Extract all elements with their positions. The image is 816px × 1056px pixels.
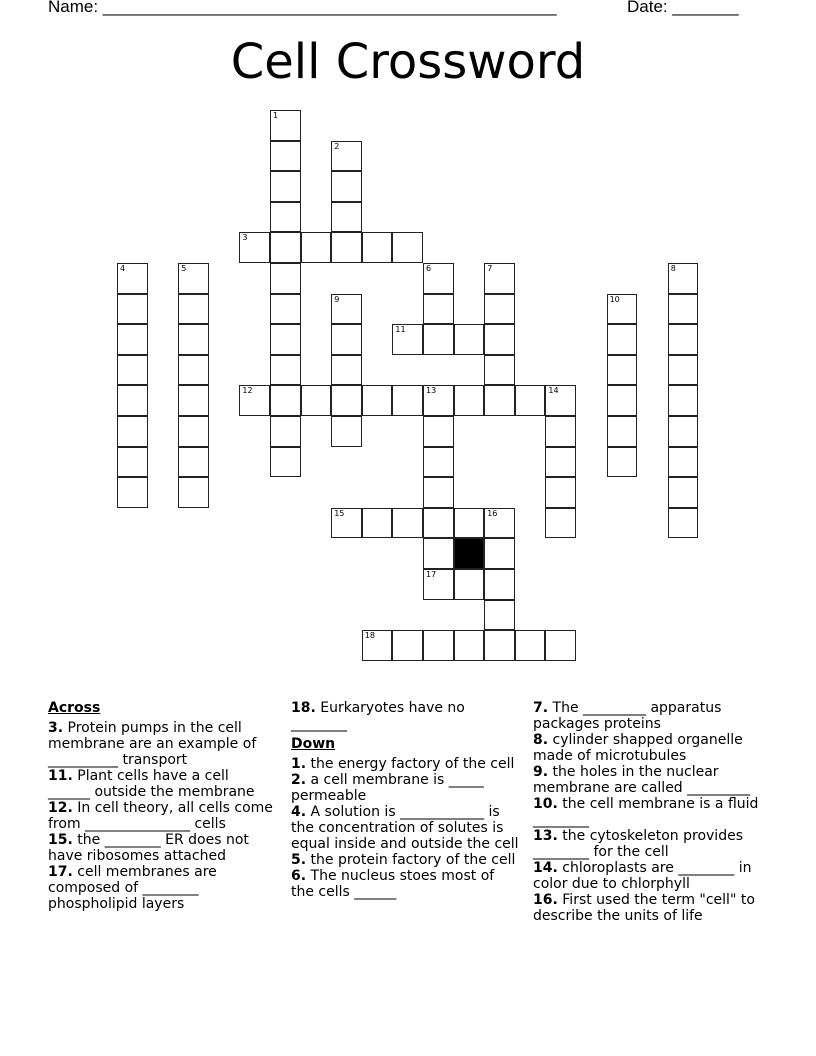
grid-cell[interactable] — [392, 385, 423, 416]
clue-number: 1 — [273, 111, 279, 120]
black-cell — [454, 538, 485, 569]
grid-cell[interactable] — [270, 141, 301, 172]
grid-cell[interactable] — [331, 416, 362, 447]
clue-down-14: 14. chloroplasts are ________ in color due to chlorphyll — [533, 860, 752, 892]
grid-cell[interactable] — [178, 416, 209, 447]
grid-cell[interactable] — [454, 385, 485, 416]
clue-across-15: 15. the ________ ER does not have ribosomes attached — [48, 832, 249, 864]
grid-cell[interactable] — [117, 477, 148, 508]
grid-cell[interactable] — [270, 171, 301, 202]
grid-cell[interactable] — [392, 232, 423, 263]
grid-cell[interactable] — [423, 324, 454, 355]
grid-cell[interactable] — [484, 600, 515, 631]
grid-cell[interactable] — [484, 294, 515, 325]
clue-across-3: 3. Protein pumps in the cell membrane are an example of __________ transport — [48, 720, 257, 768]
grid-cell[interactable] — [607, 447, 638, 478]
grid-cell[interactable] — [270, 324, 301, 355]
grid-cell[interactable] — [545, 630, 576, 661]
grid-cell[interactable] — [484, 508, 515, 539]
grid-cell[interactable] — [607, 294, 638, 325]
grid-cell[interactable] — [423, 508, 454, 539]
grid-cell[interactable] — [454, 569, 485, 600]
grid-cell[interactable] — [239, 385, 270, 416]
clue-number: 15 — [334, 508, 345, 518]
grid-cell[interactable] — [117, 447, 148, 478]
grid-cell[interactable] — [423, 263, 454, 294]
clue-number: 16 — [487, 508, 498, 518]
grid-cell[interactable] — [270, 263, 301, 294]
clue-number: 13 — [426, 386, 437, 396]
grid-cell[interactable] — [423, 477, 454, 508]
grid-cell[interactable] — [178, 355, 209, 386]
grid-cell[interactable] — [515, 630, 546, 661]
grid-cell[interactable] — [607, 416, 638, 447]
grid-cell[interactable] — [331, 508, 362, 539]
clue-number: 7 — [487, 264, 493, 273]
clue-across-17: 17. cell membranes are composed of ________ phospholipid layers — [48, 864, 217, 912]
clue-across-18: 18. Eurkaryotes have no ________ — [291, 700, 465, 732]
clue-down-13: 13. the cytoskeleton provides ________ for the cell — [533, 828, 743, 860]
grid-cell[interactable] — [362, 385, 393, 416]
clue-down-16: 16. First used the term "cell" to describe the units of life — [533, 892, 755, 924]
grid-cell[interactable] — [331, 171, 362, 202]
grid-cell[interactable] — [484, 630, 515, 661]
grid-cell[interactable] — [668, 355, 699, 386]
grid-cell[interactable] — [301, 232, 332, 263]
clue-down-5: 5. the protein factory of the cell — [291, 852, 516, 868]
grid-cell[interactable] — [178, 477, 209, 508]
grid-cell[interactable] — [545, 447, 576, 478]
clue-down-4: 4. A solution is ____________ is the concentration of solutes is equal inside and outside the cell — [291, 804, 519, 852]
grid-cell[interactable] — [484, 355, 515, 386]
grid-cell[interactable] — [545, 416, 576, 447]
grid-cell[interactable] — [545, 385, 576, 416]
grid-cell[interactable] — [545, 477, 576, 508]
grid-cell[interactable] — [117, 416, 148, 447]
grid-cell[interactable] — [331, 141, 362, 172]
grid-cell[interactable] — [392, 324, 423, 355]
grid-cell[interactable] — [270, 385, 301, 416]
grid-cell[interactable] — [423, 294, 454, 325]
clue-number: 8 — [670, 264, 676, 273]
grid-cell[interactable] — [392, 508, 423, 539]
grid-cell[interactable] — [423, 385, 454, 416]
clue-across-12: 12. In cell theory, all cells come from _______________ cells — [48, 800, 273, 832]
grid-cell[interactable] — [423, 538, 454, 569]
clue-down-9: 9. the holes in the nuclear membrane are called _________ — [533, 764, 751, 796]
grid-cell[interactable] — [270, 416, 301, 447]
grid-cell[interactable] — [423, 569, 454, 600]
grid-cell[interactable] — [668, 416, 699, 447]
grid-cell[interactable] — [270, 232, 301, 263]
clue-number: 18 — [364, 631, 375, 641]
grid-cell[interactable] — [484, 538, 515, 569]
grid-cell[interactable] — [423, 447, 454, 478]
clue-down-6: 6. The nucleus stoes most of the cells ______ — [291, 868, 495, 900]
grid-cell[interactable] — [178, 385, 209, 416]
clue-number: 17 — [426, 570, 437, 579]
clue-number: 9 — [334, 294, 340, 304]
clue-number: 10 — [609, 294, 620, 304]
grid-cell[interactable] — [117, 355, 148, 386]
grid-cell[interactable] — [270, 355, 301, 386]
page-title: Cell Crossword — [230, 34, 586, 90]
grid-cell[interactable] — [484, 385, 515, 416]
clue-number: 3 — [242, 233, 248, 243]
clue-down-1: 1. the energy factory of the cell — [291, 756, 515, 772]
grid-cell[interactable] — [331, 294, 362, 325]
clues-column-1 — [48, 700, 273, 912]
grid-cell[interactable] — [454, 508, 485, 539]
grid-cell[interactable] — [117, 324, 148, 355]
grid-cell[interactable] — [668, 385, 699, 416]
grid-cell[interactable] — [362, 232, 393, 263]
clue-number: 6 — [426, 264, 432, 273]
grid-cell[interactable] — [117, 385, 148, 416]
grid-cell[interactable] — [423, 416, 454, 447]
clue-number: 11 — [395, 325, 406, 335]
across-heading: Across — [48, 700, 101, 716]
clues-column-3 — [533, 700, 768, 924]
date-field-label[interactable]: Date: _______ — [627, 0, 739, 16]
clue-down-2: 2. a cell membrane is _____ permeable — [291, 772, 484, 804]
grid-cell[interactable] — [270, 110, 301, 141]
clue-down-10: 10. the cell membrane is a fluid ________ — [533, 796, 759, 828]
grid-cell[interactable] — [301, 385, 332, 416]
grid-cell[interactable] — [331, 385, 362, 416]
grid-cell[interactable] — [545, 508, 576, 539]
grid-cell[interactable] — [178, 263, 209, 294]
grid-cell[interactable] — [607, 385, 638, 416]
grid-cell[interactable] — [484, 324, 515, 355]
clue-down-8: 8. cylinder shapped organelle made of microtubules — [533, 732, 743, 764]
clue-number: 5 — [181, 264, 187, 273]
grid-cell[interactable] — [454, 630, 485, 661]
grid-cell[interactable] — [178, 324, 209, 355]
grid-cell[interactable] — [668, 263, 699, 294]
name-field-label[interactable]: Name: ________________________________________________ — [48, 0, 557, 16]
grid-cell[interactable] — [607, 355, 638, 386]
grid-cell[interactable] — [668, 508, 699, 539]
clue-across-11: 11. Plant cells have a cell ______ outside the membrane — [48, 768, 255, 800]
grid-cell[interactable] — [270, 294, 301, 325]
grid-cell[interactable] — [362, 630, 393, 661]
grid-cell[interactable] — [178, 447, 209, 478]
clue-number: 14 — [548, 386, 559, 396]
grid-cell[interactable] — [117, 294, 148, 325]
grid-cell[interactable] — [331, 355, 362, 386]
grid-cell[interactable] — [668, 477, 699, 508]
grid-cell[interactable] — [331, 324, 362, 355]
grid-cell[interactable] — [484, 263, 515, 294]
grid-cell[interactable] — [515, 385, 546, 416]
grid-cell[interactable] — [668, 447, 699, 478]
clue-number: 2 — [334, 141, 340, 151]
clues-column-2 — [291, 700, 519, 900]
grid-cell[interactable] — [270, 202, 301, 233]
grid-cell[interactable] — [607, 324, 638, 355]
grid-cell[interactable] — [454, 324, 485, 355]
grid-cell[interactable] — [331, 202, 362, 233]
grid-cell[interactable] — [484, 569, 515, 600]
grid-cell[interactable] — [423, 630, 454, 661]
grid-cell[interactable] — [668, 294, 699, 325]
grid-cell[interactable] — [392, 630, 423, 661]
grid-cell[interactable] — [239, 232, 270, 263]
clue-number: 12 — [242, 386, 253, 396]
grid-cell[interactable] — [178, 294, 209, 325]
down-heading: Down — [291, 736, 336, 752]
grid-cell[interactable] — [362, 508, 393, 539]
grid-cell[interactable] — [117, 263, 148, 294]
grid-cell[interactable] — [331, 232, 362, 263]
clue-down-7: 7. The _________ apparatus packages proteins — [533, 700, 722, 732]
grid-cell[interactable] — [668, 324, 699, 355]
clue-number: 4 — [120, 264, 126, 273]
grid-cell[interactable] — [270, 447, 301, 478]
